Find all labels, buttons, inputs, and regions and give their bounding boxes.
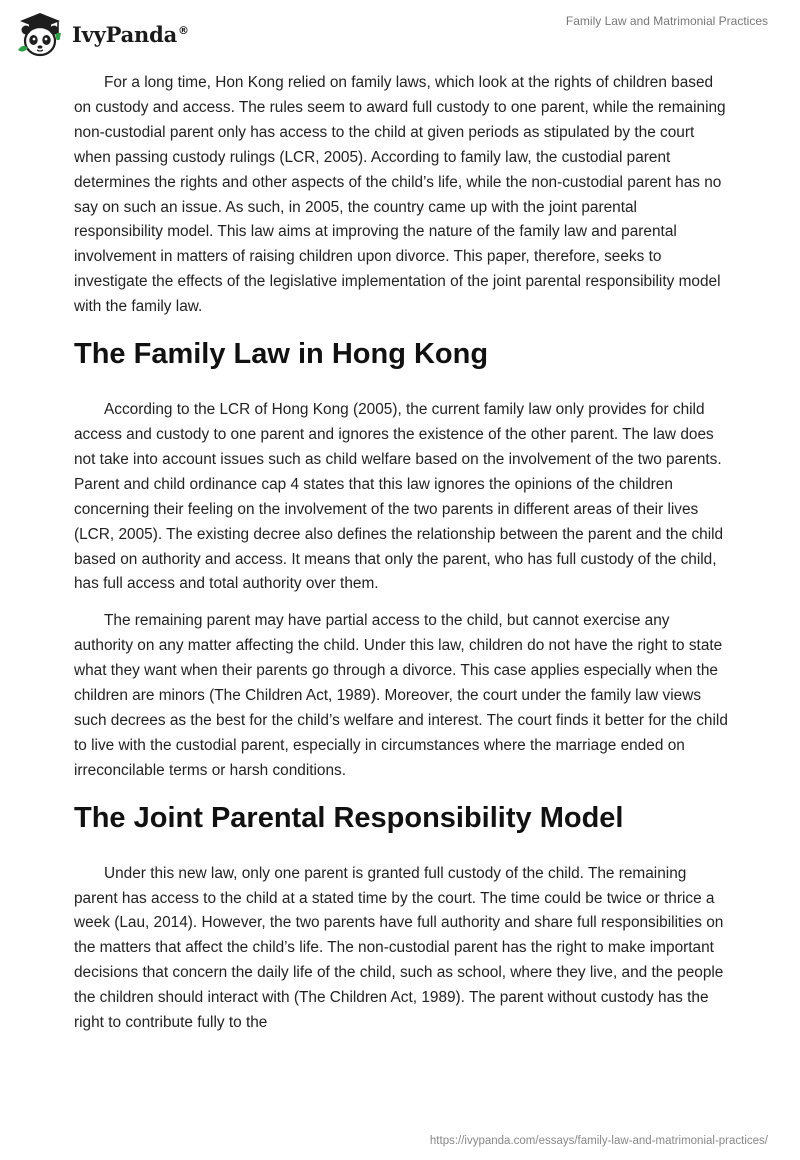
section-heading-family-law: The Family Law in Hong Kong [74,338,489,371]
page-header [0,0,800,70]
registered-mark: ® [178,23,189,37]
paragraph: The remaining parent may have partial access to the child, but cannot exercise any authority on any matter affecting the child. Under this law, children do not have the right to state what they want when their parents go through a divorce. This case applies especially when the children are minors (The Children Act, 1989). Moreover, the court under the family law views such decrees as the best for the child’s welfare and interest. The court finds it better for the child to live with the custodial parent, especially in circumstances where the marriage ended on irreconcilable terms or harsh conditions. [74,612,728,779]
brand-name: IvyPanda® [72,21,189,47]
brand-logo[interactable] [14,10,189,58]
paragraph: According to the LCR of Hong Kong (2005), the current family law only provides for child access and custody to one parent and ignores the existence of the other parent. The law does not take into account issues such as child welfare based on the involvement of the two parents. Parent and child ordinance cap 4 states that this law ignores the opinions of the children concerning their feeling on the involvement of the two parents in different areas of their lives (LCR, 2005). The existing decree also defines the relationship between the parent and the child based on authority and access. It means that only the parent, who has full custody of the child, has full access and total authority over them. [74,401,724,593]
essay-body [74,71,730,1048]
paragraph: Under this new law, only one parent is granted full custody of the child. The remaining parent has access to the child at a stated time by the court. The time could be twice or thrice a week (Lau, 2014). However, the two parents have full authority and share full responsibilities on the matters that affect the child’s life. The non-custodial parent has the right to make important decisions that concern the daily life of the child, such as school, where they live, and the people the children should interact with (The Children Act, 1989). The parent without custody has the right to contribute fully to the [74,864,724,1032]
source-url[interactable]: https://ivypanda.com/essays/family-law-and-matrimonial-practices/ [429,1135,768,1147]
panda-graduate-icon [14,10,66,58]
running-title: Family Law and Matrimonial Practices [565,14,768,28]
section-heading-joint-model: The Joint Parental Responsibility Model [74,801,624,834]
intro-paragraph: For a long time, Hon Kong relied on family laws, which look at the rights of children based on custody and access. The rules seem to award full custody to one parent, while the remaining non-custodial parent only has access to the child at given periods as stipulated by the court when passing custody rulings (LCR, 2005). According to family law, the custodial parent determines the rights and other aspects of the child’s life, while the non-custodial parent has no say on such an issue. As such, in 2005, the country came up with the joint parental responsibility model. This law aims at improving the nature of the family law and parental involvement in matters of raising children upon divorce. This paper, therefore, seeks to investigate the effects of the legislative implementation of the joint parental responsibility model with the family law. [74,74,726,316]
